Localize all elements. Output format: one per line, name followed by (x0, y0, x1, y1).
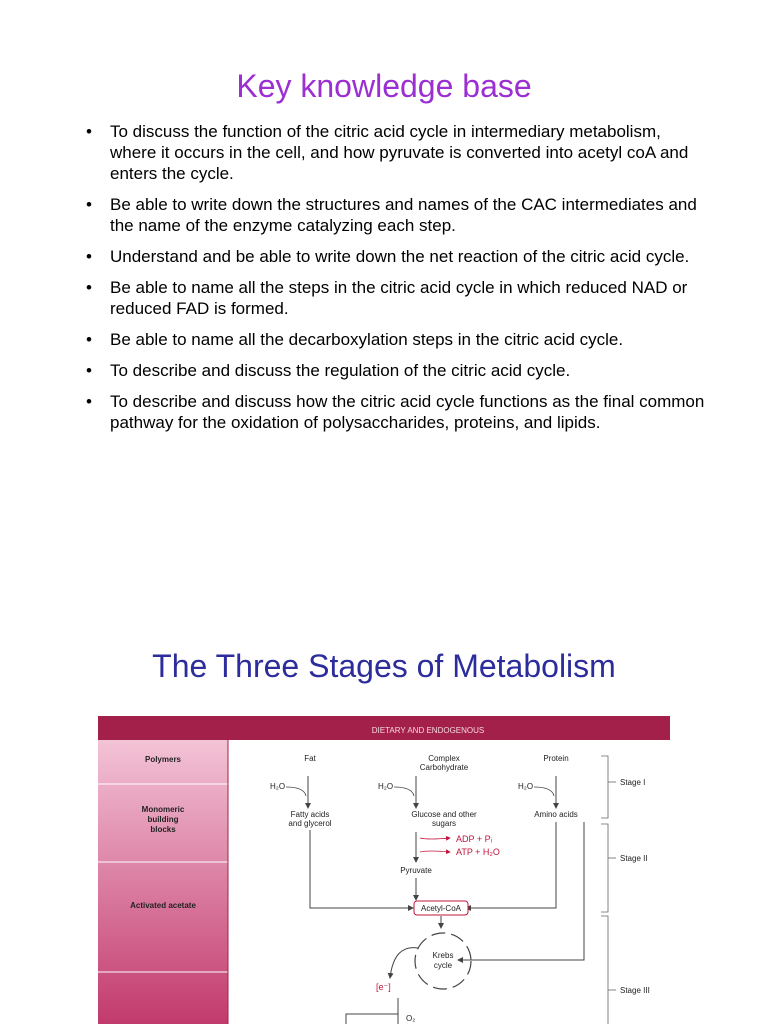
stage-1-label: Stage I (620, 778, 646, 787)
acetyl-coa-label: Acetyl-CoA (420, 904, 462, 913)
bullet-icon: • (86, 195, 92, 214)
figure-header-text: DIETARY AND ENDOGENOUS (371, 726, 485, 735)
row-label-activated-acetate: Activated acetate (130, 901, 196, 910)
bullet-icon: • (86, 122, 92, 141)
bullet-text: To describe and discuss how the citric acid cycle functions as the final common pathway for the oxidation of polysaccharides, proteins, and lipids. (110, 392, 705, 432)
product-glucose-1: Glucose and other (411, 810, 477, 819)
row-label-monomeric-3: blocks (150, 825, 176, 834)
bullet-icon: • (86, 330, 92, 349)
water-protein: H₂O (518, 782, 534, 791)
source-fat: Fat (304, 754, 316, 763)
bullet-text: Understand and be able to write down the net reaction of the citric acid cycle. (110, 247, 690, 266)
row-label-monomeric-2: building (147, 815, 179, 824)
atp-label: ATP + H₂O (456, 847, 500, 857)
stage-2-label: Stage II (620, 854, 648, 863)
water-carb: H₂O (378, 782, 394, 791)
metabolism-diagram (98, 716, 670, 1024)
list-item (86, 246, 706, 267)
product-fatty-2: and glycerol (288, 819, 332, 828)
product-fatty-1: Fatty acids (290, 810, 330, 819)
adp-label: ADP + Pᵢ (456, 834, 493, 844)
bullet-text: Be able to name all the steps in the citric acid cycle in which reduced NAD or reduced FAD is formed. (110, 278, 688, 318)
product-amino: Amino acids (534, 810, 578, 819)
water-fat: H₂O (270, 782, 286, 791)
row-label-column (98, 740, 228, 1024)
list-item (86, 277, 706, 319)
list-item (86, 194, 706, 236)
list-item (86, 121, 706, 184)
bullet-text: Be able to write down the structures and names of the CAC intermediates and the name of the enzyme catalyzing each step. (110, 195, 697, 235)
source-protein: Protein (543, 754, 569, 763)
list-item (86, 360, 706, 381)
krebs-label-2: cycle (433, 961, 453, 970)
product-glucose-2: sugars (431, 819, 457, 828)
bullet-icon: • (86, 361, 92, 380)
oxygen-label: O₂ (406, 1014, 416, 1023)
source-complex-1: Complex (428, 754, 460, 763)
electron-label: [e⁻] (376, 982, 391, 992)
stage-3-label: Stage III (620, 986, 650, 995)
bullet-icon: • (86, 392, 92, 411)
bullet-text: To discuss the function of the citric acid cycle in intermediary metabolism, where it occurs in the cell, and how pyruvate is converted into acetyl coA and enters the cycle. (110, 122, 689, 183)
page-title-key-knowledge: Key knowledge base (236, 68, 532, 104)
source-complex-2: Carbohydrate (419, 763, 469, 772)
bullet-text: To describe and discuss the regulation of the citric acid cycle. (110, 361, 571, 380)
pyruvate-label: Pyruvate (400, 866, 432, 875)
row-label-polymers: Polymers (144, 755, 182, 764)
row-label-monomeric-1: Monomeric (141, 805, 185, 814)
list-item (86, 329, 706, 350)
krebs-label-1: Krebs (432, 951, 454, 960)
bullet-text: Be able to name all the decarboxylation steps in the citric acid cycle. (110, 330, 624, 349)
list-item (86, 391, 706, 433)
metabolism-stages-figure (98, 716, 670, 1024)
knowledge-bullet-list (86, 121, 706, 443)
bullet-icon: • (86, 247, 92, 266)
page-title-three-stages: The Three Stages of Metabolism (152, 648, 616, 684)
bullet-icon: • (86, 278, 92, 297)
